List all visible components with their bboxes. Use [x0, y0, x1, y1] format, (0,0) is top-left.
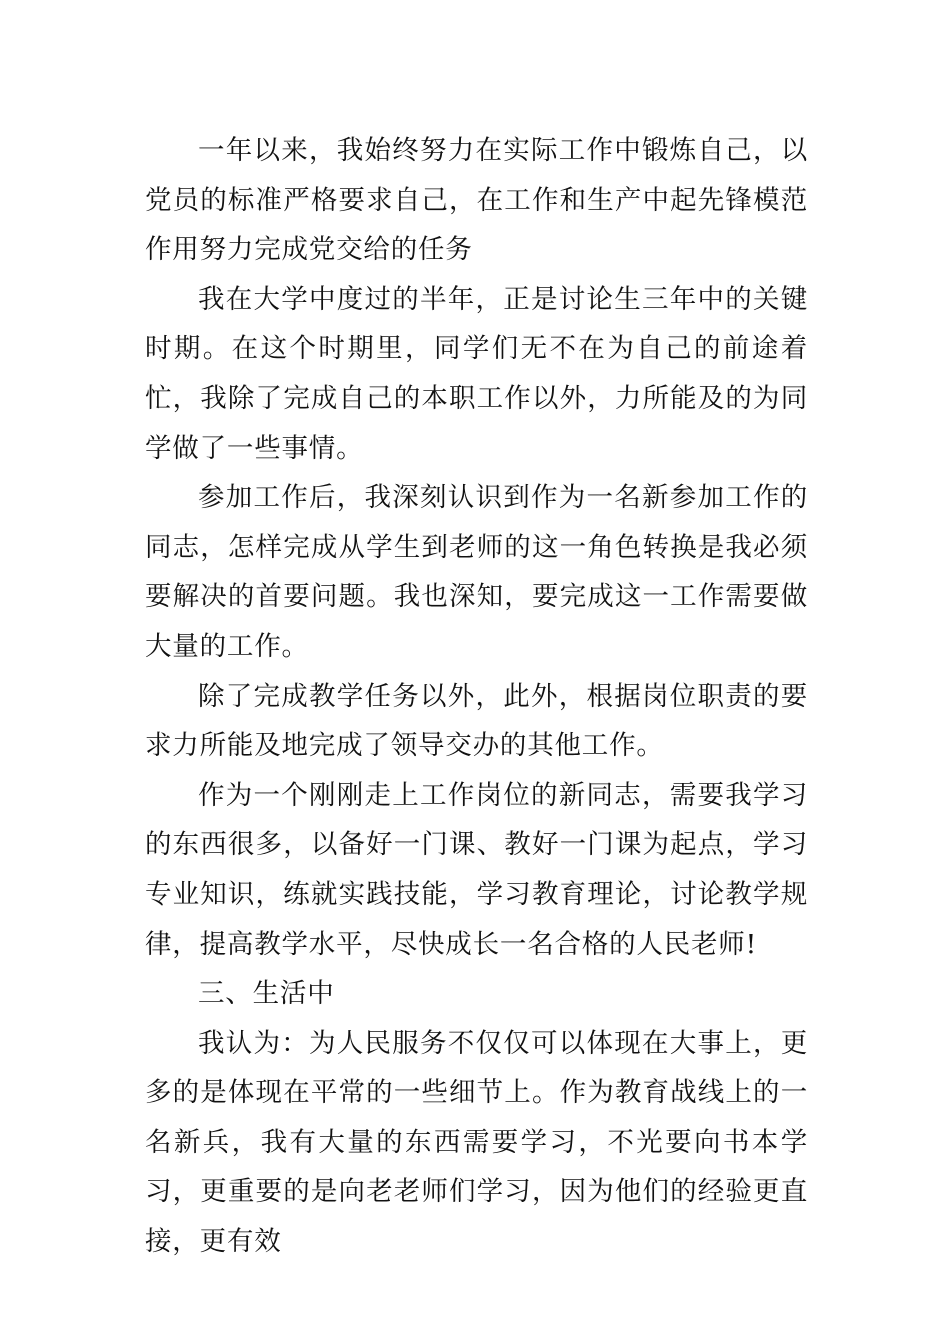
section-heading: 三、生活中 [198, 978, 335, 1010]
paragraph-3: 参加工作后，我深刻认识到作为一名新参加工作的同志，怎样完成从学生到老师的这一角色转换是我必须要解决的首要问题。我也深知，要完成这一工作需要做大量的工作。 [145, 482, 808, 662]
document-body [145, 126, 808, 1267]
paragraph-6: 我认为：为人民服务不仅仅可以体现在大事上，更多的是体现在平常的一些细节上。作为教育战线上的一名新兵，我有大量的东西需要学习，不光要向书本学习，更重要的是向老老师们学习，因为他们的经验更直接，更有效 [145, 1027, 808, 1258]
paragraph-1: 一年以来，我始终努力在实际工作中锻炼自己，以党员的标准严格要求自己，在工作和生产中起先锋模范作用努力完成党交给的任务 [145, 135, 808, 266]
paragraph-2: 我在大学中度过的半年，正是讨论生三年中的关键时期。在这个时期里，同学们无不在为自己的前途着忙，我除了完成自己的本职工作以外，力所能及的为同学做了一些事情。 [145, 283, 808, 464]
paragraph-4: 除了完成教学任务以外，此外，根据岗位职责的要求力所能及地完成了领导交办的其他工作。 [145, 680, 808, 762]
paragraph-5: 作为一个刚刚走上工作岗位的新同志，需要我学习的东西很多，以备好一门课、教好一门课为起点，学习专业知识，练就实践技能，学习教育理论，讨论教学规律，提高教学水平，尽快成长一名合格的人民老师! [145, 779, 808, 960]
